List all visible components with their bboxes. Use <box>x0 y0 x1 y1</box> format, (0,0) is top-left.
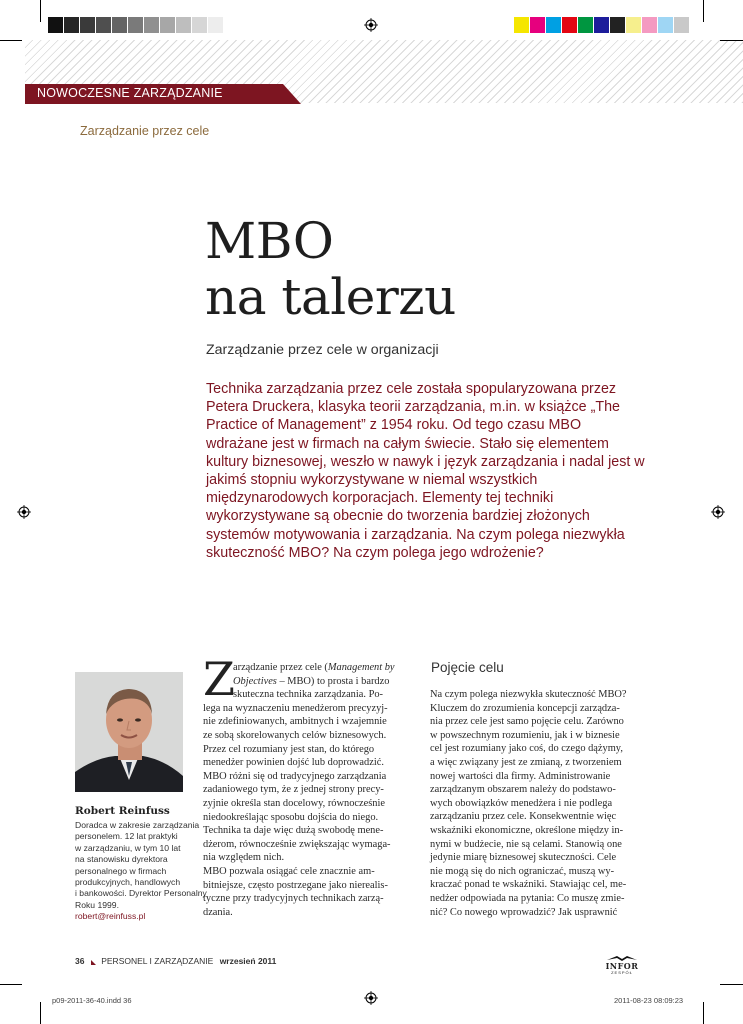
text-line: ze sobą skorelowanych celów biznesowych. <box>203 729 387 741</box>
color-swatch <box>578 17 594 33</box>
text-line: kraczać ponad te wskaźniki. Stawiając cel, me- <box>430 879 627 891</box>
title-line: na talerzu <box>205 268 456 326</box>
text-line: i bankowości. Dyrektor Personalny <box>75 888 207 899</box>
color-swatch <box>48 17 64 33</box>
publisher-logo <box>600 954 644 975</box>
color-swatch <box>192 17 208 33</box>
color-swatch <box>642 17 658 33</box>
color-swatch <box>80 17 96 33</box>
footer-arrow-icon <box>91 960 96 965</box>
text-line: zadaniowego tym, że z jednej strony precy- <box>203 784 384 796</box>
color-swatch <box>176 17 192 33</box>
text-line: nić? Co nowego wprowadzić? Jak usprawnić <box>430 906 618 918</box>
text-line: nymi w budżecie, nie są celami. Stanowią one <box>430 838 622 850</box>
text-line: Roku 1999. <box>75 899 119 910</box>
text-line: a więc związany jest ze zmianą, z tworzeniem <box>430 756 622 768</box>
text-line: na stanowisku dyrektora <box>75 854 168 865</box>
author-email-link[interactable]: robert@reinfuss.pl <box>75 911 146 921</box>
text-line: w zarządzaniu, w tym 10 lat <box>75 842 181 853</box>
color-swatch <box>514 17 530 33</box>
drop-cap: Z <box>203 652 235 706</box>
section-label: NOWOCZESNE ZARZĄDZANIE <box>37 86 223 100</box>
crop-mark <box>40 0 41 22</box>
color-swatch <box>658 17 674 33</box>
color-swatch <box>144 17 160 33</box>
text-line: nedżer odpowiada na pytania: Co muszę zmie- <box>430 892 625 904</box>
color-swatch <box>128 17 144 33</box>
grayscale-color-bar <box>48 17 224 33</box>
registration-mark-icon <box>364 18 378 32</box>
text-line: Objectives – MBO) to prosta i bardzo <box>233 675 390 687</box>
text-line: zyjnie określa stan docelowy, równocześnie <box>203 797 385 809</box>
crop-mark <box>703 0 704 22</box>
text-line: dzania. <box>203 906 233 918</box>
text-line: nia względem nich. <box>203 852 285 864</box>
color-swatch <box>64 17 80 33</box>
crop-mark <box>0 984 22 985</box>
magazine-name: PERSONEL I ZARZĄDZANIE <box>101 956 214 966</box>
text-line: tyczne przy tradycyjnych technikach zarzą- <box>203 893 384 905</box>
text-line: dżerom, równocześnie zwiększając wymaga- <box>203 838 391 850</box>
text-line: Przez cel rozumiany jest stan, do którego <box>203 743 375 755</box>
section-heading: Pojęcie celu <box>431 660 504 675</box>
color-swatch <box>626 17 642 33</box>
color-swatch <box>530 17 546 33</box>
text-line: nie mogą się do nich ograniczać, muszą wy- <box>430 865 615 877</box>
text-line: skuteczna technika zarządzania. Po- <box>233 689 384 701</box>
article-subtitle: Zarządzanie przez cele w organizacji <box>206 342 439 358</box>
text-line: jedynie miarę biznesowej skuteczności. Cele <box>430 852 617 864</box>
text-line: nia przez cele jest samo pojęcie celu. Zarówno <box>430 716 624 728</box>
color-swatch <box>112 17 128 33</box>
text-line: Technika ta daje więc dużą swobodę mene- <box>203 825 384 837</box>
text-line: zarządzaniu przez cele. Konsekwentnie więc <box>430 811 617 823</box>
text-line: personelem. 12 lat praktyki <box>75 831 178 842</box>
color-swatch <box>160 17 176 33</box>
text-line: MBO pozwala osiągać cele znacznie am- <box>203 865 375 877</box>
crop-mark <box>703 1002 704 1024</box>
text-line: nie zdefiniowanych, ambitnych i wzajemnie <box>203 716 387 728</box>
text-line: w powszechnym rozumieniu, jak i w biznesie <box>430 729 620 741</box>
color-swatch <box>96 17 112 33</box>
color-swatch <box>594 17 610 33</box>
crop-mark <box>40 1002 41 1024</box>
text-line: zarządzanym obszarem należy do podstawo- <box>430 784 616 796</box>
color-swatch <box>674 17 690 33</box>
text-line: nowej wartości dla firmy. Administrowanie <box>430 770 611 782</box>
article-title <box>205 213 456 325</box>
article-kicker: Zarządzanie przez cele <box>80 124 210 138</box>
color-swatch <box>562 17 578 33</box>
file-slug: p09-2011-36-40.indd 36 <box>52 996 132 1005</box>
logo-subtext: ZESPÓŁ <box>611 970 633 975</box>
article-lead: Technika zarządzania przez cele została spopularyzowana przez Petera Druckera, klasyka teorii zarządzania, m.in. w książce „The Practice of Management” z 1954 roku. Od tego czasu MBO wdrażane jest w firmach na całym świecie. Stało się elementem kultury biznesowej, weszło w nawyk i język zarządzania i nadal jest w jakimś stopniu wykorzystywane w niemal wszystkich międzynarodowych korporacjach. Elementy tej techniki wykorzystywane są obecnie do tworzenia bardziej złożonych systemów motywowania i zarządzania. Na czym polega niezwykła skuteczność MBO? Na czym polega jego wdrożenie? <box>206 381 645 561</box>
text-line: Kluczem do zrozumienia koncepcji zarządza- <box>430 702 620 714</box>
text-line: Na czym polega niezwykła skuteczność MBO? <box>430 689 627 700</box>
text-line: produkcyjnych, handlowych <box>75 877 181 888</box>
registration-mark-icon <box>17 505 31 519</box>
color-swatch <box>208 17 224 33</box>
process-color-bar <box>514 17 690 33</box>
text-line: wych obowiązków menedżera i nie podlega <box>430 797 613 809</box>
color-swatch <box>610 17 626 33</box>
page-number: 36 <box>75 956 85 966</box>
text-line: cel jest rozumiany jako coś, do czego dążymy, <box>430 743 623 755</box>
crop-mark <box>0 40 22 41</box>
crop-mark <box>720 40 743 41</box>
text-line: wskaźniki ekonomiczne, określone między in- <box>430 824 624 836</box>
author-name: Robert Reinfuss <box>75 805 170 817</box>
crop-mark <box>720 984 743 985</box>
body-column-2 <box>430 688 642 919</box>
text-line: MBO różni się od tradycyjnego zarządzania <box>203 770 387 782</box>
registration-mark-icon <box>364 991 378 1005</box>
color-swatch <box>546 17 562 33</box>
issue-date: wrzesień 2011 <box>219 956 277 966</box>
title-line: MBO <box>205 212 334 270</box>
author-photo <box>75 672 183 792</box>
text-line: menedżer powinien dojść lub doprowadzić. <box>203 757 384 769</box>
logo-text: INFOR <box>605 961 639 971</box>
text-line: bitniejsze, często postrzegane jako nierealis- <box>203 879 388 891</box>
text-line: Doradca w zakresie zarządzania <box>75 820 200 830</box>
body-column-1 <box>203 661 415 919</box>
text-line: niedookreślając sposobu dojścia do niego. <box>203 811 379 823</box>
print-timestamp: 2011-08-23 08:09:23 <box>614 996 684 1005</box>
author-bio <box>75 820 207 911</box>
text-line: lega na wyznaczeniu menedżerom precyzyj- <box>203 702 388 714</box>
page-footer <box>75 956 276 966</box>
registration-mark-icon <box>711 505 725 519</box>
text-line: arządzanie przez cele (Management by <box>233 662 395 673</box>
text-line: personalnego w firmach <box>75 865 167 876</box>
